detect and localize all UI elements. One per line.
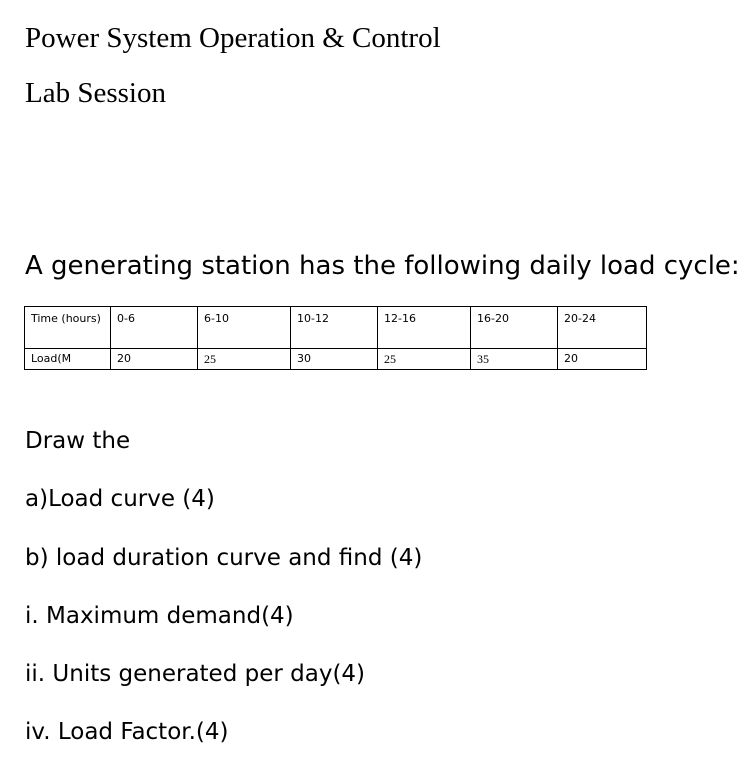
question-intro: Draw the	[25, 428, 131, 454]
time-cell: 10-12	[291, 307, 378, 349]
time-cell: 12-16	[378, 307, 471, 349]
problem-statement: A generating station has the following daily load cycle:	[25, 251, 740, 281]
load-cell: 20	[111, 349, 198, 370]
load-cell: 20	[558, 349, 647, 370]
question-b: b) load duration curve and find (4)	[25, 545, 423, 571]
load-cell: 30	[291, 349, 378, 370]
time-cell: 20-24	[558, 307, 647, 349]
question-b-iv: iv. Load Factor.(4)	[25, 719, 229, 745]
time-cell: 6-10	[198, 307, 291, 349]
row-header-time: Time (hours)	[25, 307, 111, 349]
row-header-load: Load(M	[25, 349, 111, 370]
load-cycle-table	[24, 306, 647, 370]
document-subtitle: Lab Session	[25, 77, 166, 109]
question-a: a)Load curve (4)	[25, 486, 215, 512]
document-title: Power System Operation & Control	[25, 22, 441, 54]
load-cell: 35	[471, 349, 558, 370]
time-cell: 16-20	[471, 307, 558, 349]
question-b-i: i. Maximum demand(4)	[25, 603, 294, 629]
load-cell: 25	[198, 349, 291, 370]
load-cell: 25	[378, 349, 471, 370]
question-b-ii: ii. Units generated per day(4)	[25, 661, 366, 687]
time-cell: 0-6	[111, 307, 198, 349]
